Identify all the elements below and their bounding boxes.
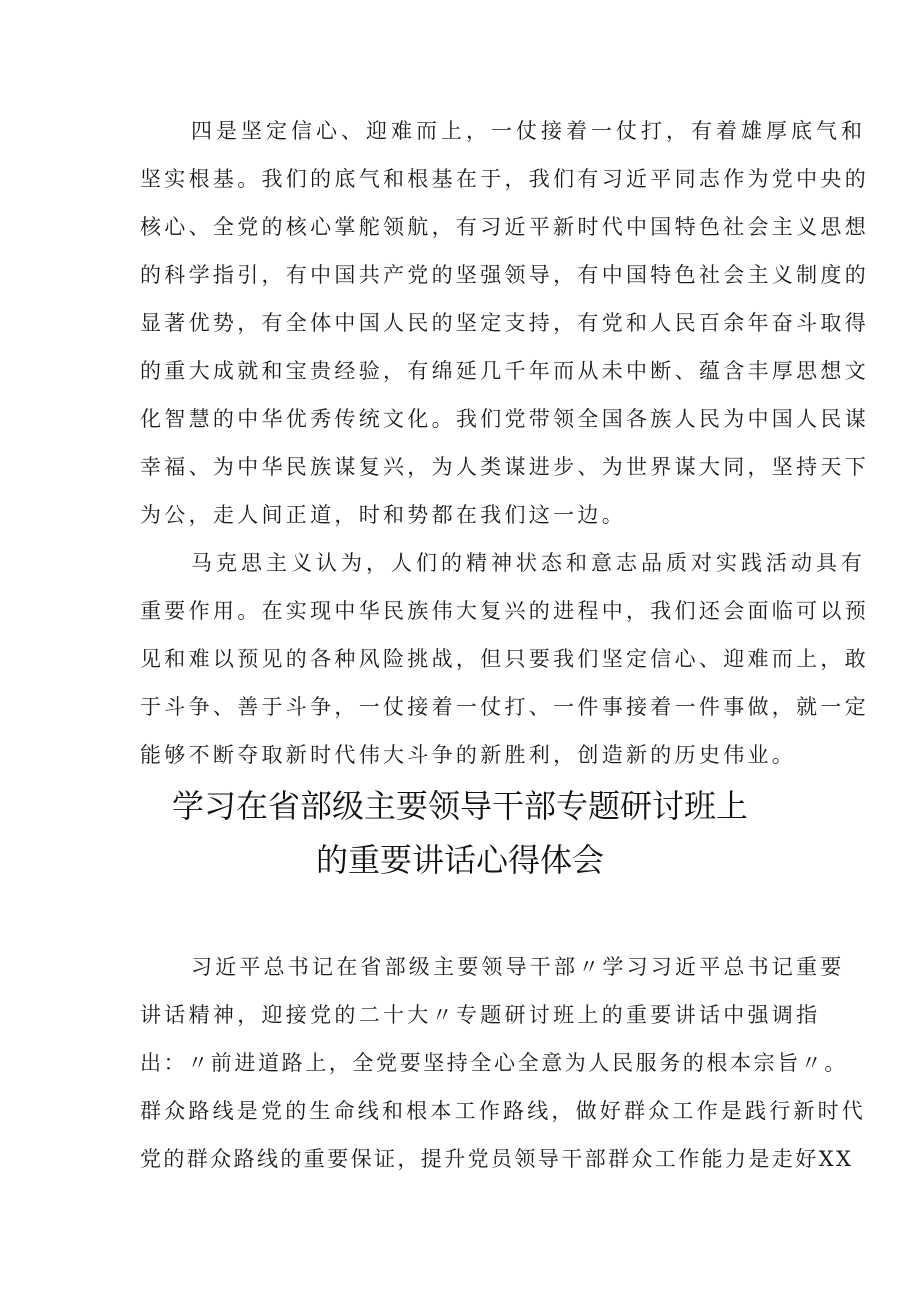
paragraph-line: 核心、全党的核心掌舵领航，有习近平新时代中国特色社会主义思想 (140, 215, 869, 239)
paragraph-line: 为公，走人间正道，时和势都在我们这一边。 (140, 503, 626, 527)
paragraph-line: 重要作用。在实现中华民族伟大复兴的进程中，我们还会面临可以预 (140, 599, 869, 623)
paragraph-line: 四是坚定信心、迎难而上，一仗接着一仗打，有着雄厚底气和 (191, 119, 866, 143)
paragraph-line: 习近平总书记在省部级主要领导干部〃学习习近平总书记重要 (191, 955, 845, 979)
paragraph-line: 讲话精神，迎接党的二十大〃专题研讨班上的重要讲话中强调指 (140, 1003, 821, 1027)
title-line: 的重要讲话心得体会 (315, 841, 604, 879)
paragraph-line: 的重大成就和宝贵经验，有绵延几千年而从未中断、蕴含丰厚思想文 (140, 359, 869, 383)
paragraph-line: 马克思主义认为，人们的精神状态和意志品质对实践活动具有 (191, 551, 866, 575)
paragraph-line: 见和难以预见的各种风险挑战，但只要我们坚定信心、迎难而上，敢 (140, 647, 869, 671)
paragraph-line: 显著优势，有全体中国人民的坚定支持，有党和人民百余年奋斗取得 (140, 311, 869, 335)
paragraph-line: 幸福、为中华民族谋复兴，为人类谋进步、为世界谋大同，坚持天下 (140, 455, 869, 479)
paragraph-line: 的科学指引，有中国共产党的坚强领导，有中国特色社会主义制度的 (140, 263, 869, 287)
paragraph-line: 党的群众路线的重要保证，提升党员领导干部群众工作能力是走好XX (140, 1147, 854, 1171)
title-line: 学习在省部级主要领导干部专题研讨班上 (171, 787, 748, 825)
paragraph-line: 于斗争、善于斗争，一仗接着一仗打、一件事接着一件事做，就一定 (140, 695, 869, 719)
paragraph-line: 坚实根基。我们的底气和根基在于，我们有习近平同志作为党中央的 (140, 167, 869, 191)
paragraph-line: 能够不断夺取新时代伟大斗争的新胜利，创造新的历史伟业。 (140, 743, 797, 767)
paragraph-line: 化智慧的中华优秀传统文化。我们党带领全国各族人民为中国人民谋 (140, 407, 869, 431)
paragraph-line: 群众路线是党的生命线和根本工作路线，做好群众工作是践行新时代 (140, 1099, 866, 1123)
paragraph-line: 出：〃前进道路上，全党要坚持全心全意为人民服务的根本宗旨〃。 (140, 1051, 848, 1075)
